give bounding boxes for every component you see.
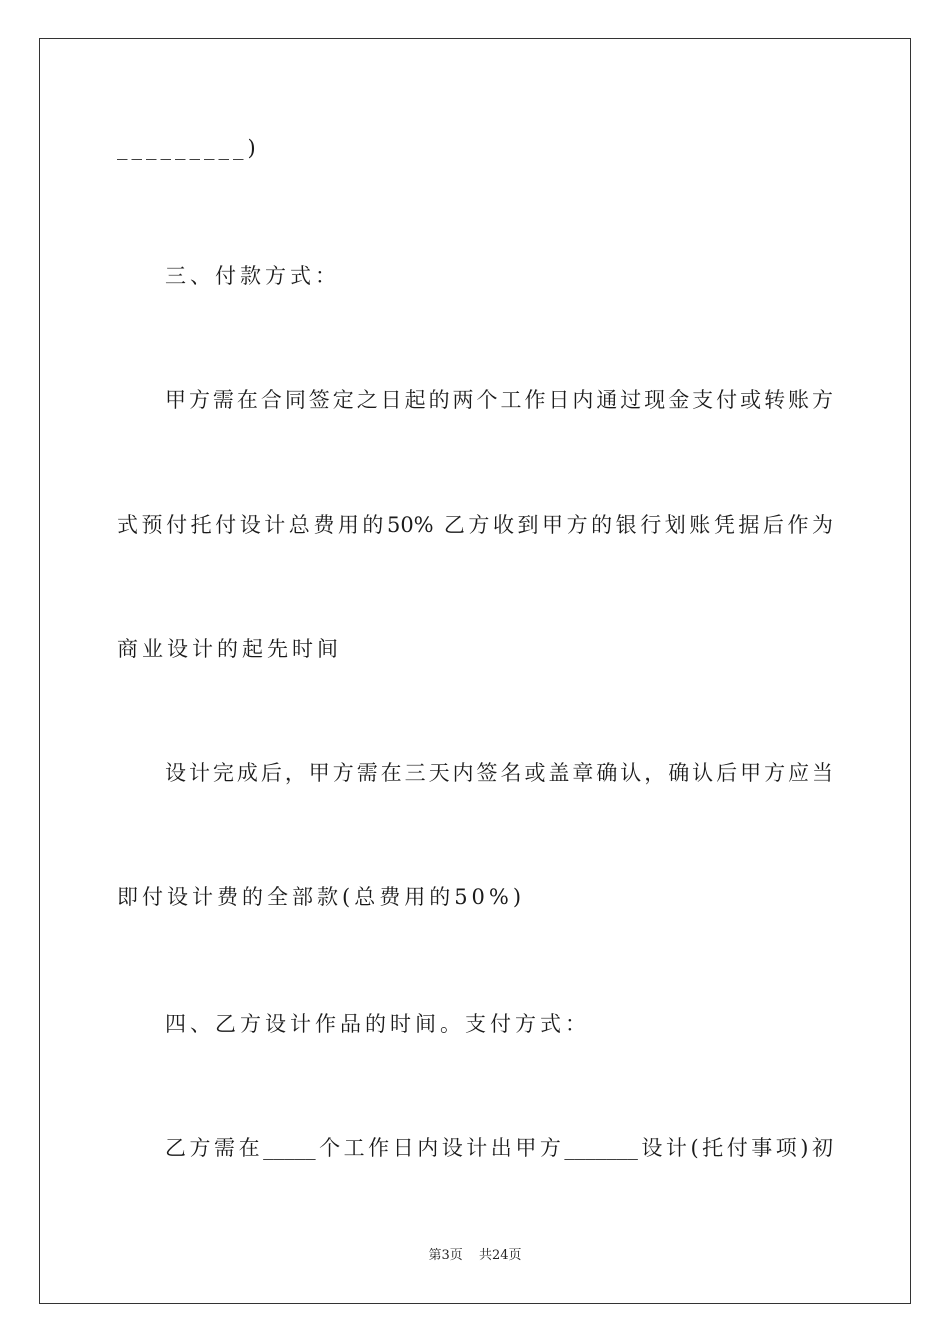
- paragraph-line: 即付设计费的全部款(总费用的50%): [117, 885, 526, 909]
- page-footer: [0, 1247, 950, 1265]
- paragraph-line: 设计完成后，甲方需在三天内签名或盖章确认，确认后甲方应当: [165, 761, 833, 785]
- page-number-total: 共24页: [478, 1248, 522, 1263]
- text-line-blank-close: _________): [117, 136, 260, 160]
- section-heading-delivery: 四、乙方设计作品的时间。支付方式：: [165, 1012, 590, 1036]
- paragraph-line: 甲方需在合同签定之日起的两个工作日内通过现金支付或转账方: [165, 388, 833, 412]
- page-border: [39, 38, 911, 1304]
- paragraph-line: 式预付托付设计总费用的50% 乙方收到甲方的银行划账凭据后作为: [117, 513, 833, 537]
- section-heading-payment: 三、付款方式：: [165, 264, 340, 288]
- page-number-current: 第3页: [428, 1248, 463, 1263]
- paragraph-line: 商业设计的起先时间: [117, 637, 342, 661]
- paragraph-line: 乙方需在_____个工作日内设计出甲方_______设计(托付事项)初: [165, 1136, 833, 1160]
